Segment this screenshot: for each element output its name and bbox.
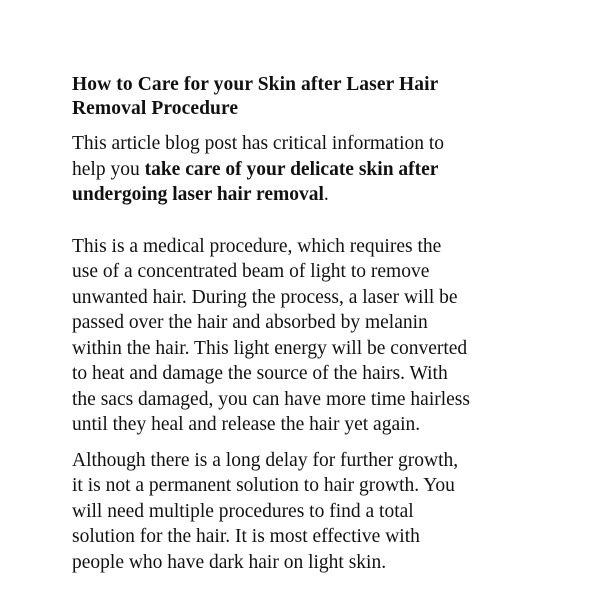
paragraph-line: within the hair. This light energy will be converted bbox=[72, 337, 468, 359]
paragraph-line: until they heal and release the hair yet again. bbox=[72, 414, 421, 435]
growth-paragraph bbox=[72, 448, 542, 576]
title-line: How to Care for your Skin after Laser Hair bbox=[72, 74, 439, 95]
paragraph-line: the sacs damaged, you can have more time hairless bbox=[72, 388, 470, 410]
intro-line: This article blog post has critical information to bbox=[72, 133, 445, 154]
paragraph-line: unwanted hair. During the process, a laser will be bbox=[72, 286, 458, 308]
title-line: Removal Procedure bbox=[72, 98, 239, 119]
paragraph-line: Although there is a long delay for further growth, bbox=[72, 449, 459, 471]
intro-line bbox=[72, 182, 542, 208]
intro-paragraph bbox=[72, 131, 542, 208]
paragraph-line: it is not a permanent solution to hair growth. You bbox=[72, 475, 455, 496]
paragraph-line: This is a medical procedure, which requires the bbox=[72, 235, 442, 257]
procedure-paragraph bbox=[72, 234, 542, 438]
intro-bold-text: take care of your delicate skin after bbox=[144, 158, 439, 180]
intro-line bbox=[72, 157, 542, 183]
paragraph-line: people who have dark hair on light skin. bbox=[72, 551, 387, 573]
intro-bold-text: undergoing laser hair removal bbox=[72, 184, 324, 205]
paragraph-line: to heat and damage the source of the hairs. With bbox=[72, 363, 448, 384]
paragraph-line: passed over the hair and absorbed by melanin bbox=[72, 312, 428, 333]
intro-period: . bbox=[323, 184, 329, 205]
paragraph-line: solution for the hair. It is most effective with bbox=[72, 526, 420, 547]
article bbox=[72, 73, 542, 575]
paragraph-line: use of a concentrated beam of light to remove bbox=[72, 261, 430, 282]
intro-plain-text: help you bbox=[72, 158, 145, 180]
article-title bbox=[72, 73, 542, 121]
paragraph-line: will need multiple procedures to find a total bbox=[72, 500, 414, 522]
